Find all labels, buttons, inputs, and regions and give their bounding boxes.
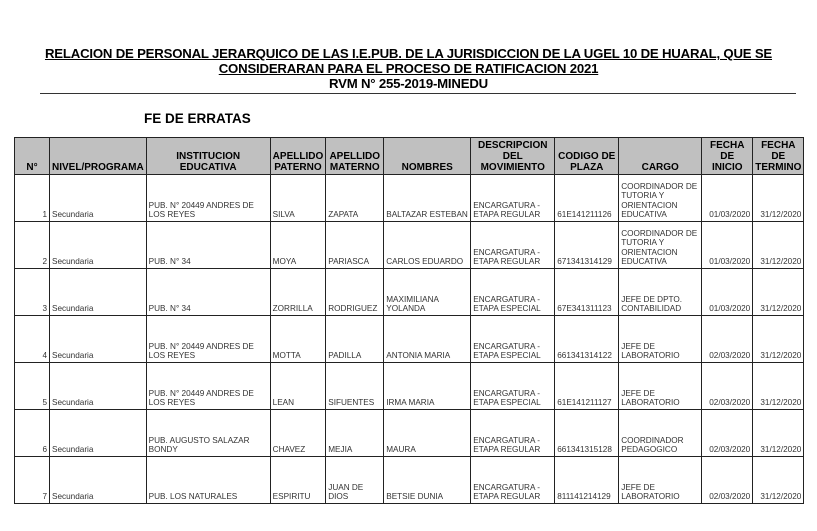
cell-codigo-plaza: 61E141211126 [555, 175, 619, 222]
header-codigo-plaza: CODIGO DE PLAZA [555, 138, 619, 175]
cell-codigo-plaza: 61E141211127 [555, 363, 619, 410]
cell-num: 1 [15, 175, 50, 222]
cell-nombres: ANTONIA MARIA [384, 316, 471, 363]
cell-institucion: PUB. LOS NATURALES [146, 457, 270, 504]
document-title-line-1: RELACION DE PERSONAL JERARQUICO DE LAS I.E.PUB. DE LA JURISDICCION DE LA UGEL 10 DE HUARAL, QUE SE [44, 46, 773, 61]
cell-descripcion: ENCARGATURA - ETAPA REGULAR [471, 410, 555, 457]
cell-codigo-plaza: 67E341311123 [555, 269, 619, 316]
table-row [15, 363, 804, 410]
cell-num: 7 [15, 457, 50, 504]
cell-nombres: MAXIMILIANA YOLANDA [384, 269, 471, 316]
cell-fecha-inicio: 02/03/2020 [702, 457, 753, 504]
cell-nivel: Secundaria [50, 175, 147, 222]
document-title-line-2: CONSIDERARAN PARA EL PROCESO DE RATIFICACION 2021 [218, 61, 599, 76]
header-apellido-materno: APELLIDO MATERNO [326, 138, 384, 175]
cell-cargo: JEFE DE LABORATORIO [619, 457, 702, 504]
cell-apellido-materno: PARIASCA [326, 222, 384, 269]
cell-nivel: Secundaria [50, 269, 147, 316]
cell-nivel: Secundaria [50, 410, 147, 457]
cell-num: 2 [15, 222, 50, 269]
cell-fecha-termino: 31/12/2020 [753, 175, 804, 222]
cell-apellido-materno: PADILLA [326, 316, 384, 363]
cell-apellido-materno: JUAN DE DIOS [326, 457, 384, 504]
cell-fecha-termino: 31/12/2020 [753, 269, 804, 316]
header-apellido-paterno: APELLIDO PATERNO [270, 138, 326, 175]
cell-nivel: Secundaria [50, 316, 147, 363]
cell-descripcion: ENCARGATURA - ETAPA ESPECIAL [471, 269, 555, 316]
cell-cargo: COORDINADOR DE TUTORIA Y ORIENTACION EDUCATIVA [619, 222, 702, 269]
cell-institucion: PUB. N° 34 [146, 222, 270, 269]
cell-apellido-paterno: MOTTA [270, 316, 326, 363]
cell-apellido-paterno: MOYA [270, 222, 326, 269]
header-institucion: INSTITUCION EDUCATIVA [146, 138, 270, 175]
cell-apellido-materno: SIFUENTES [326, 363, 384, 410]
cell-apellido-materno: MEJIA [326, 410, 384, 457]
cell-nombres: BETSIE DUNIA [384, 457, 471, 504]
cell-fecha-termino: 31/12/2020 [753, 457, 804, 504]
cell-nivel: Secundaria [50, 457, 147, 504]
cell-institucion: PUB. AUGUSTO SALAZAR BONDY [146, 410, 270, 457]
cell-codigo-plaza: 661341315128 [555, 410, 619, 457]
cell-apellido-paterno: LEAN [270, 363, 326, 410]
cell-institucion: PUB. N° 20449 ANDRES DE LOS REYES [146, 175, 270, 222]
table-header-row [15, 138, 804, 175]
cell-fecha-inicio: 01/03/2020 [702, 269, 753, 316]
cell-cargo: JEFE DE DPTO. CONTABILIDAD [619, 269, 702, 316]
table-row [15, 410, 804, 457]
cell-num: 6 [15, 410, 50, 457]
header-num: N° [15, 138, 50, 175]
cell-institucion: PUB. N° 20449 ANDRES DE LOS REYES [146, 363, 270, 410]
cell-apellido-materno: RODRIGUEZ [326, 269, 384, 316]
cell-apellido-paterno: SILVA [270, 175, 326, 222]
cell-num: 4 [15, 316, 50, 363]
cell-fecha-inicio: 01/03/2020 [702, 175, 753, 222]
table-row [15, 269, 804, 316]
cell-codigo-plaza: 671341314129 [555, 222, 619, 269]
cell-fecha-termino: 31/12/2020 [753, 316, 804, 363]
header-fecha-inicio: FECHA DE INICIO [702, 138, 753, 175]
cell-fecha-inicio: 02/03/2020 [702, 363, 753, 410]
header-nombres: NOMBRES [384, 138, 471, 175]
cell-cargo: COORDINADOR PEDAGOGICO [619, 410, 702, 457]
cell-cargo: JEFE DE LABORATORIO [619, 316, 702, 363]
cell-descripcion: ENCARGATURA - ETAPA ESPECIAL [471, 363, 555, 410]
cell-codigo-plaza: 661341314122 [555, 316, 619, 363]
cell-fecha-inicio: 01/03/2020 [702, 222, 753, 269]
header-nivel: NIVEL/PROGRAMA [50, 138, 147, 175]
cell-cargo: COORDINADOR DE TUTORIA Y ORIENTACION EDUCATIVA [619, 175, 702, 222]
document-resolution: RVM N° 255-2019-MINEDU [329, 76, 488, 91]
cell-descripcion: ENCARGATURA - ETAPA ESPECIAL [471, 316, 555, 363]
header-fecha-termino: FECHA DE TERMINO [753, 138, 804, 175]
cell-descripcion: ENCARGATURA - ETAPA REGULAR [471, 175, 555, 222]
table-row [15, 457, 804, 504]
header-descripcion: DESCRIPCION DEL MOVIMIENTO [471, 138, 555, 175]
table-row [15, 222, 804, 269]
errata-heading: FE DE ERRATAS [144, 111, 251, 126]
personnel-table [14, 137, 804, 504]
cell-fecha-termino: 31/12/2020 [753, 410, 804, 457]
cell-num: 5 [15, 363, 50, 410]
cell-descripcion: ENCARGATURA - ETAPA REGULAR [471, 222, 555, 269]
table-row [15, 316, 804, 363]
cell-nombres: IRMA MARIA [384, 363, 471, 410]
title-divider [40, 93, 796, 94]
cell-nombres: MAURA [384, 410, 471, 457]
cell-nivel: Secundaria [50, 363, 147, 410]
cell-nivel: Secundaria [50, 222, 147, 269]
cell-codigo-plaza: 811141214129 [555, 457, 619, 504]
header-cargo: CARGO [619, 138, 702, 175]
cell-institucion: PUB. N° 20449 ANDRES DE LOS REYES [146, 316, 270, 363]
cell-apellido-paterno: CHAVEZ [270, 410, 326, 457]
cell-fecha-termino: 31/12/2020 [753, 363, 804, 410]
cell-fecha-inicio: 02/03/2020 [702, 410, 753, 457]
cell-fecha-termino: 31/12/2020 [753, 222, 804, 269]
cell-apellido-paterno: ESPIRITU [270, 457, 326, 504]
cell-institucion: PUB. N° 34 [146, 269, 270, 316]
cell-apellido-materno: ZAPATA [326, 175, 384, 222]
cell-descripcion: ENCARGATURA - ETAPA REGULAR [471, 457, 555, 504]
cell-nombres: CARLOS EDUARDO [384, 222, 471, 269]
cell-num: 3 [15, 269, 50, 316]
cell-cargo: JEFE DE LABORATORIO [619, 363, 702, 410]
table-row [15, 175, 804, 222]
cell-nombres: BALTAZAR ESTEBAN [384, 175, 471, 222]
cell-fecha-inicio: 02/03/2020 [702, 316, 753, 363]
cell-apellido-paterno: ZORRILLA [270, 269, 326, 316]
